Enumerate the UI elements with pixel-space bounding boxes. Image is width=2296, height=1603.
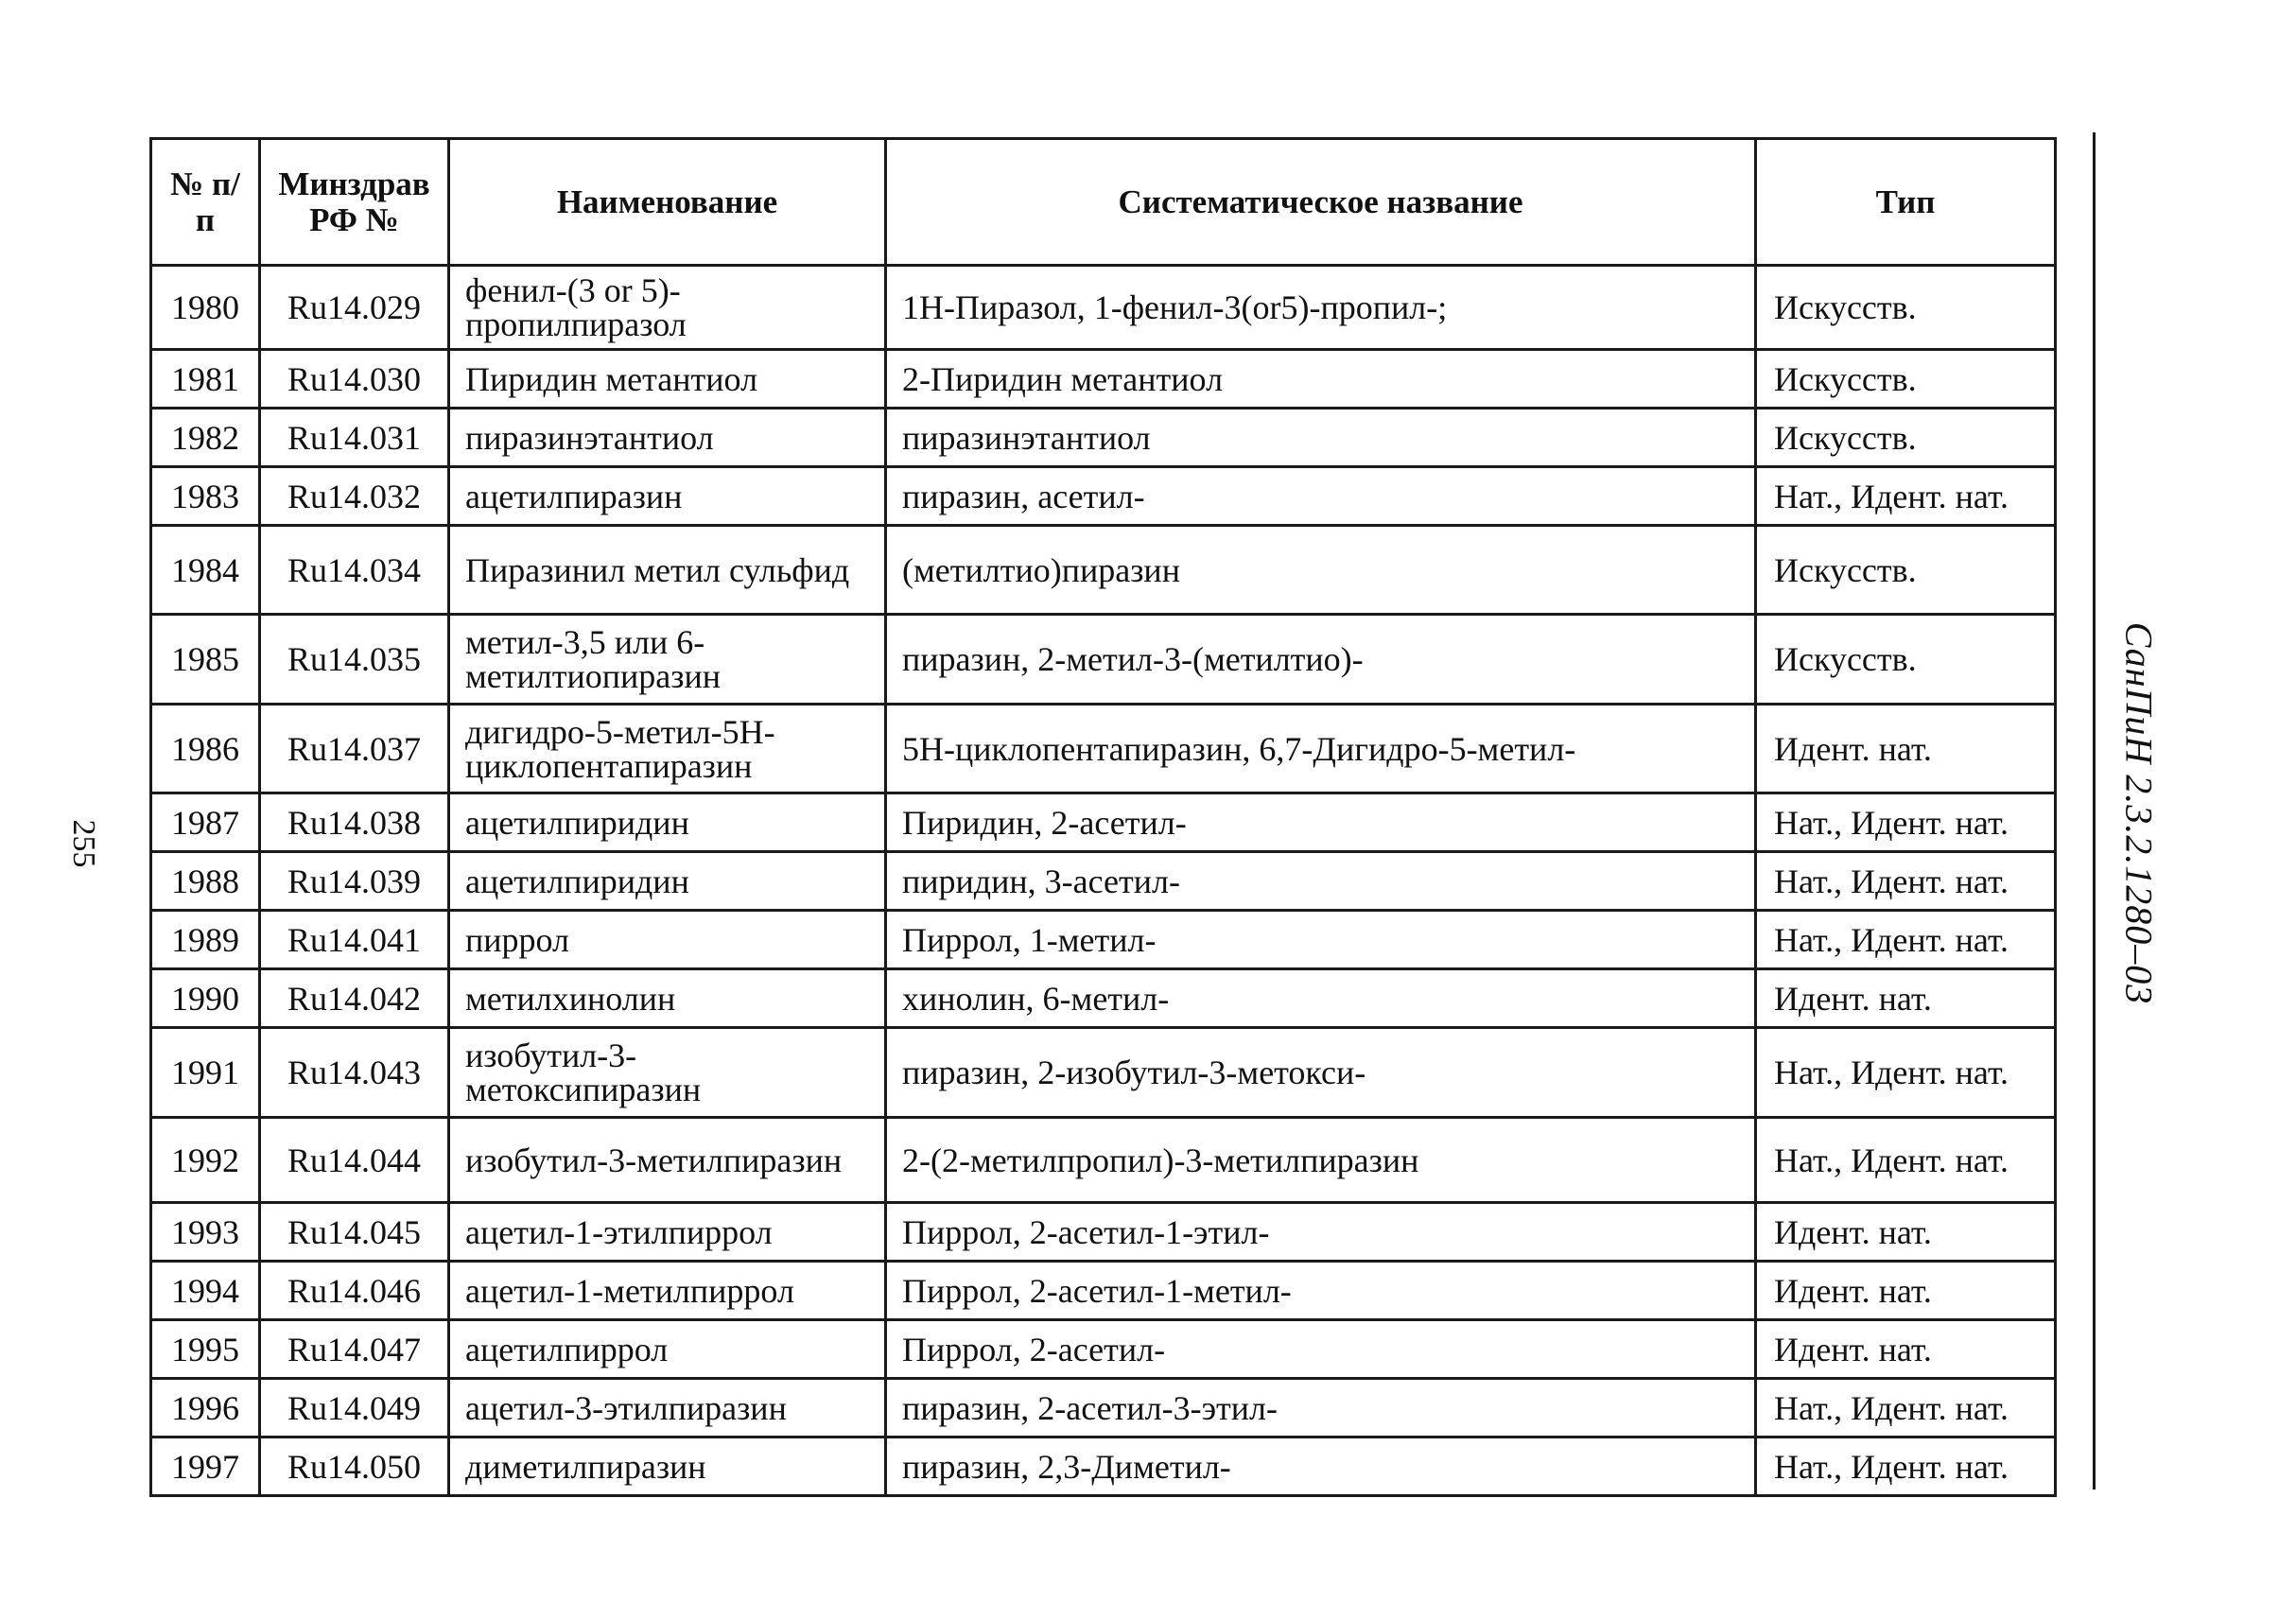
document-side-title: СанПиН 2.3.2.1280–03: [2117, 621, 2161, 1005]
cell-num: 1993: [151, 1203, 260, 1262]
cell-type: Нат., Идент. нат.: [1756, 1028, 2056, 1118]
cell-name: ацетилпиразин: [449, 467, 886, 526]
cell-num: 1983: [151, 467, 260, 526]
cell-name: метил-3,5 или 6-метилтиопиразин: [449, 615, 886, 705]
cell-name: ацетилпиррол: [449, 1320, 886, 1379]
cell-code: Ru14.045: [260, 1203, 449, 1262]
cell-name: Пиридин метантиол: [449, 350, 886, 409]
cell-systematic: пиразин, асетил-: [886, 467, 1756, 526]
page-number: 255: [66, 819, 101, 868]
cell-num: 1994: [151, 1262, 260, 1320]
cell-type: Нат., Идент. нат.: [1756, 1437, 2056, 1496]
cell-systematic: Пиррол, 1-метил-: [886, 911, 1756, 969]
cell-num: 1996: [151, 1379, 260, 1437]
cell-name: метилхинолин: [449, 969, 886, 1028]
table-row: [151, 1437, 2056, 1496]
cell-systematic: 2-Пиридин метантиол: [886, 350, 1756, 409]
cell-type: Идент. нат.: [1756, 705, 2056, 793]
cell-name: пиррол: [449, 911, 886, 969]
margin-rule: [2093, 132, 2096, 1490]
cell-type: Искусств.: [1756, 615, 2056, 705]
table-row: [151, 969, 2056, 1028]
cell-code: Ru14.037: [260, 705, 449, 793]
cell-code: Ru14.043: [260, 1028, 449, 1118]
cell-systematic: (метилтио)пиразин: [886, 526, 1756, 615]
table-row: [151, 705, 2056, 793]
table-row: [151, 1203, 2056, 1262]
table-header-row: [151, 139, 2056, 266]
cell-num: 1988: [151, 852, 260, 911]
cell-code: Ru14.047: [260, 1320, 449, 1379]
cell-name: фенил-(3 or 5)-пропилпиразол: [449, 266, 886, 350]
cell-systematic: хинолин, 6-метил-: [886, 969, 1756, 1028]
cell-num: 1984: [151, 526, 260, 615]
cell-name: изобутил-3-метилпиразин: [449, 1118, 886, 1203]
table-row: [151, 1118, 2056, 1203]
header-code: Минздрав РФ №: [260, 139, 449, 266]
cell-num: 1987: [151, 793, 260, 852]
cell-systematic: пиразин, 2-изобутил-3-метокси-: [886, 1028, 1756, 1118]
cell-code: Ru14.039: [260, 852, 449, 911]
cell-type: Нат., Идент. нат.: [1756, 793, 2056, 852]
cell-systematic: Пиррол, 2-асетил-: [886, 1320, 1756, 1379]
cell-name: ацетил-1-метилпиррол: [449, 1262, 886, 1320]
table-row: [151, 467, 2056, 526]
cell-name: ацетилпиридин: [449, 793, 886, 852]
cell-type: Искусств.: [1756, 350, 2056, 409]
cell-type: Искусств.: [1756, 409, 2056, 467]
cell-systematic: Пиррол, 2-асетил-1-метил-: [886, 1262, 1756, 1320]
cell-code: Ru14.030: [260, 350, 449, 409]
cell-num: 1980: [151, 266, 260, 350]
cell-name: дигидро-5-метил-5Н-циклопентапиразин: [449, 705, 886, 793]
cell-type: Идент. нат.: [1756, 1203, 2056, 1262]
cell-systematic: 5Н-циклопентапиразин, 6,7-Дигидро-5-метил-: [886, 705, 1756, 793]
table-row: [151, 1262, 2056, 1320]
cell-code: Ru14.032: [260, 467, 449, 526]
cell-num: 1995: [151, 1320, 260, 1379]
table-row: [151, 615, 2056, 705]
cell-systematic: пиразин, 2-асетил-3-этил-: [886, 1379, 1756, 1437]
table-row: [151, 793, 2056, 852]
table-row: [151, 1320, 2056, 1379]
cell-type: Искусств.: [1756, 266, 2056, 350]
cell-systematic: пиридин, 3-асетил-: [886, 852, 1756, 911]
cell-num: 1986: [151, 705, 260, 793]
cell-num: 1991: [151, 1028, 260, 1118]
table-row: [151, 852, 2056, 911]
table-row: [151, 350, 2056, 409]
cell-num: 1985: [151, 615, 260, 705]
cell-type: Идент. нат.: [1756, 1320, 2056, 1379]
header-num: № п/п: [151, 139, 260, 266]
table-row: [151, 266, 2056, 350]
cell-type: Нат., Идент. нат.: [1756, 1118, 2056, 1203]
cell-systematic: Пиррол, 2-асетил-1-этил-: [886, 1203, 1756, 1262]
cell-name: Пиразинил метил сульфид: [449, 526, 886, 615]
table-row: [151, 526, 2056, 615]
cell-type: Нат., Идент. нат.: [1756, 852, 2056, 911]
cell-num: 1997: [151, 1437, 260, 1496]
cell-code: Ru14.031: [260, 409, 449, 467]
cell-type: Идент. нат.: [1756, 969, 2056, 1028]
cell-systematic: 1Н-Пиразол, 1-фенил-3(or5)-пропил-;: [886, 266, 1756, 350]
cell-type: Искусств.: [1756, 526, 2056, 615]
cell-systematic: пиразин, 2-метил-3-(метилтио)-: [886, 615, 1756, 705]
cell-num: 1981: [151, 350, 260, 409]
cell-type: Идент. нат.: [1756, 1262, 2056, 1320]
table-row: [151, 1028, 2056, 1118]
cell-num: 1989: [151, 911, 260, 969]
cell-code: Ru14.042: [260, 969, 449, 1028]
cell-code: Ru14.041: [260, 911, 449, 969]
table-row: [151, 1379, 2056, 1437]
cell-code: Ru14.046: [260, 1262, 449, 1320]
header-type: Тип: [1756, 139, 2056, 266]
table-row: [151, 911, 2056, 969]
cell-name: диметилпиразин: [449, 1437, 886, 1496]
cell-systematic: 2-(2-метилпропил)-3-метилпиразин: [886, 1118, 1756, 1203]
substances-table: [149, 137, 2057, 1497]
cell-code: Ru14.035: [260, 615, 449, 705]
cell-name: ацетил-3-этилпиразин: [449, 1379, 886, 1437]
cell-code: Ru14.038: [260, 793, 449, 852]
cell-type: Нат., Идент. нат.: [1756, 467, 2056, 526]
cell-name: пиразинэтантиол: [449, 409, 886, 467]
cell-name: ацетилпиридин: [449, 852, 886, 911]
cell-type: Нат., Идент. нат.: [1756, 911, 2056, 969]
header-systematic: Систематическое название: [886, 139, 1756, 266]
cell-code: Ru14.049: [260, 1379, 449, 1437]
header-name: Наименование: [449, 139, 886, 266]
cell-name: изобутил-3-метоксипиразин: [449, 1028, 886, 1118]
cell-num: 1990: [151, 969, 260, 1028]
cell-name: ацетил-1-этилпиррол: [449, 1203, 886, 1262]
cell-type: Нат., Идент. нат.: [1756, 1379, 2056, 1437]
cell-num: 1992: [151, 1118, 260, 1203]
cell-code: Ru14.044: [260, 1118, 449, 1203]
cell-code: Ru14.034: [260, 526, 449, 615]
cell-code: Ru14.050: [260, 1437, 449, 1496]
cell-code: Ru14.029: [260, 266, 449, 350]
table-row: [151, 409, 2056, 467]
cell-systematic: пиразинэтантиол: [886, 409, 1756, 467]
cell-num: 1982: [151, 409, 260, 467]
cell-systematic: пиразин, 2,3-Диметил-: [886, 1437, 1756, 1496]
cell-systematic: Пиридин, 2-асетил-: [886, 793, 1756, 852]
